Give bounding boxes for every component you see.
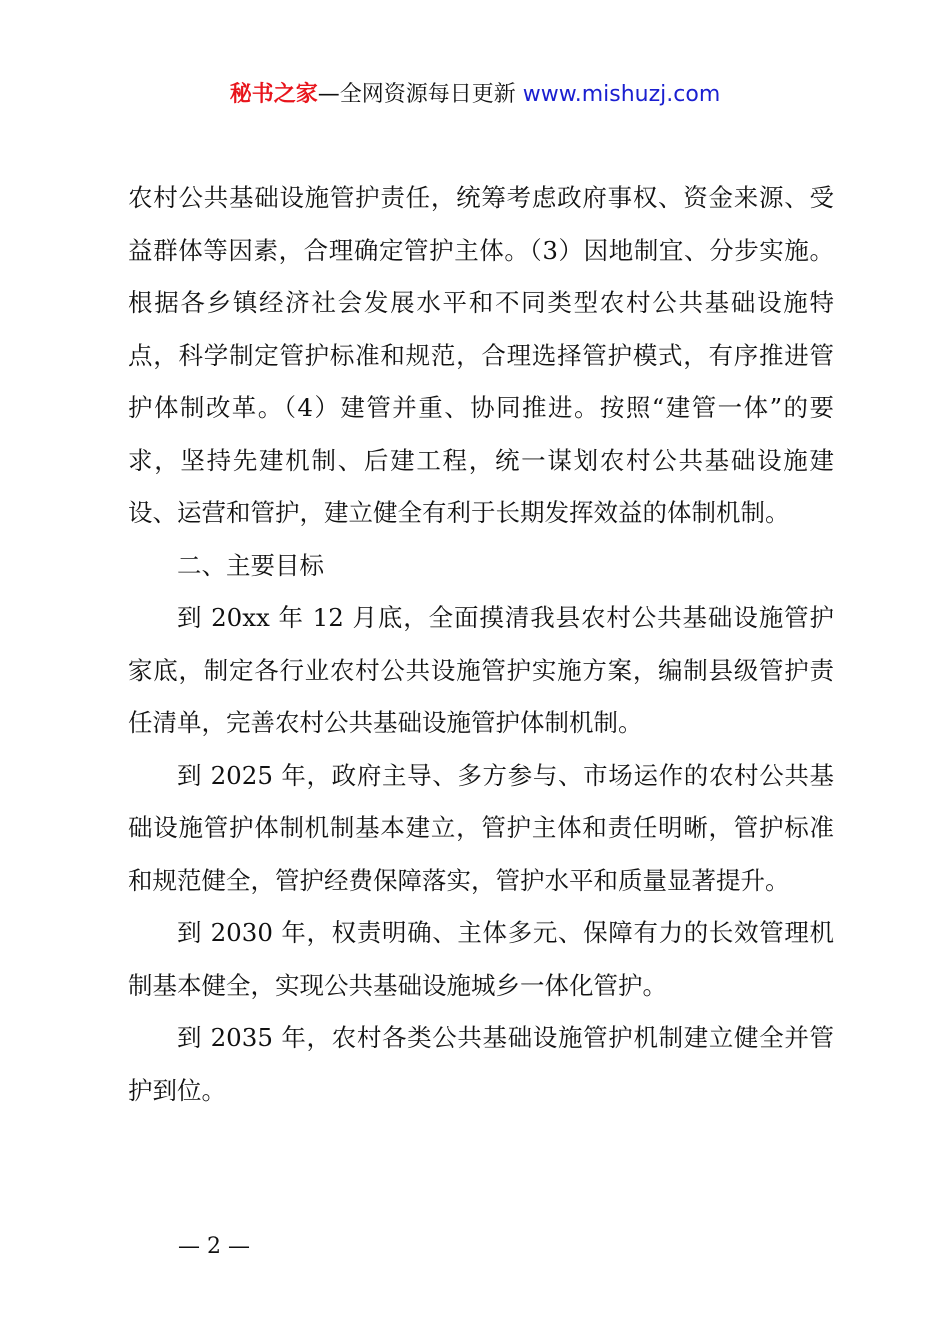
paragraph-goal-20xx: 到 20xx 年 12 月底，全面摸清我县农村公共基础设施管护家底，制定各行业农村公共设施管护实施方案，编制县级管护责任清单，完善农村公共基础设施管护体制机制。 xyxy=(128,603,834,737)
header-brand: 秘书之家 xyxy=(229,82,318,107)
paragraph-goal-2035: 到 2035 年，农村各类公共基础设施管护机制建立健全并管护到位。 xyxy=(128,1023,834,1105)
page-number: — 2 — xyxy=(178,1234,250,1259)
paragraph-goal-2025: 到 2025 年，政府主导、多方参与、市场运作的农村公共基础设施管护体制机制基本建立，管护主体和责任明晰，管护标准和规范健全，管护经费保障落实，管护水平和质量显著提升。 xyxy=(128,760,834,895)
header-url-link[interactable]: www.mishuzj.com xyxy=(522,82,721,107)
section-heading-main-goals: 二、主要目标 xyxy=(177,550,324,580)
paragraph-principles-continued: 农村公共基础设施管护责任，统筹考虑政府事权、资金来源、受益群体等因素，合理确定管护主体。（3）因地制宜、分步实施。根据各乡镇经济社会发展水平和不同类型农村公共基础设施特点，科学制定管护标准和规范，合理选择管护模式，有序推进管护体制改革。（4）建管并重、协同推进。按照“建管一体”的要求，坚持先建机制、后建工程，统一谋划农村公共基础设施建设、运营和管护，建立健全有利于长期发挥效益的体制机制。 xyxy=(128,183,834,527)
paragraph-goal-2030: 到 2030 年，权责明确、主体多元、保障有力的长效管理机制基本健全，实现公共基础设施城乡一体化管护。 xyxy=(128,918,834,1000)
document-body xyxy=(128,172,834,1117)
header-slogan: —全网资源每日更新 xyxy=(317,82,516,107)
page-header xyxy=(0,78,950,112)
